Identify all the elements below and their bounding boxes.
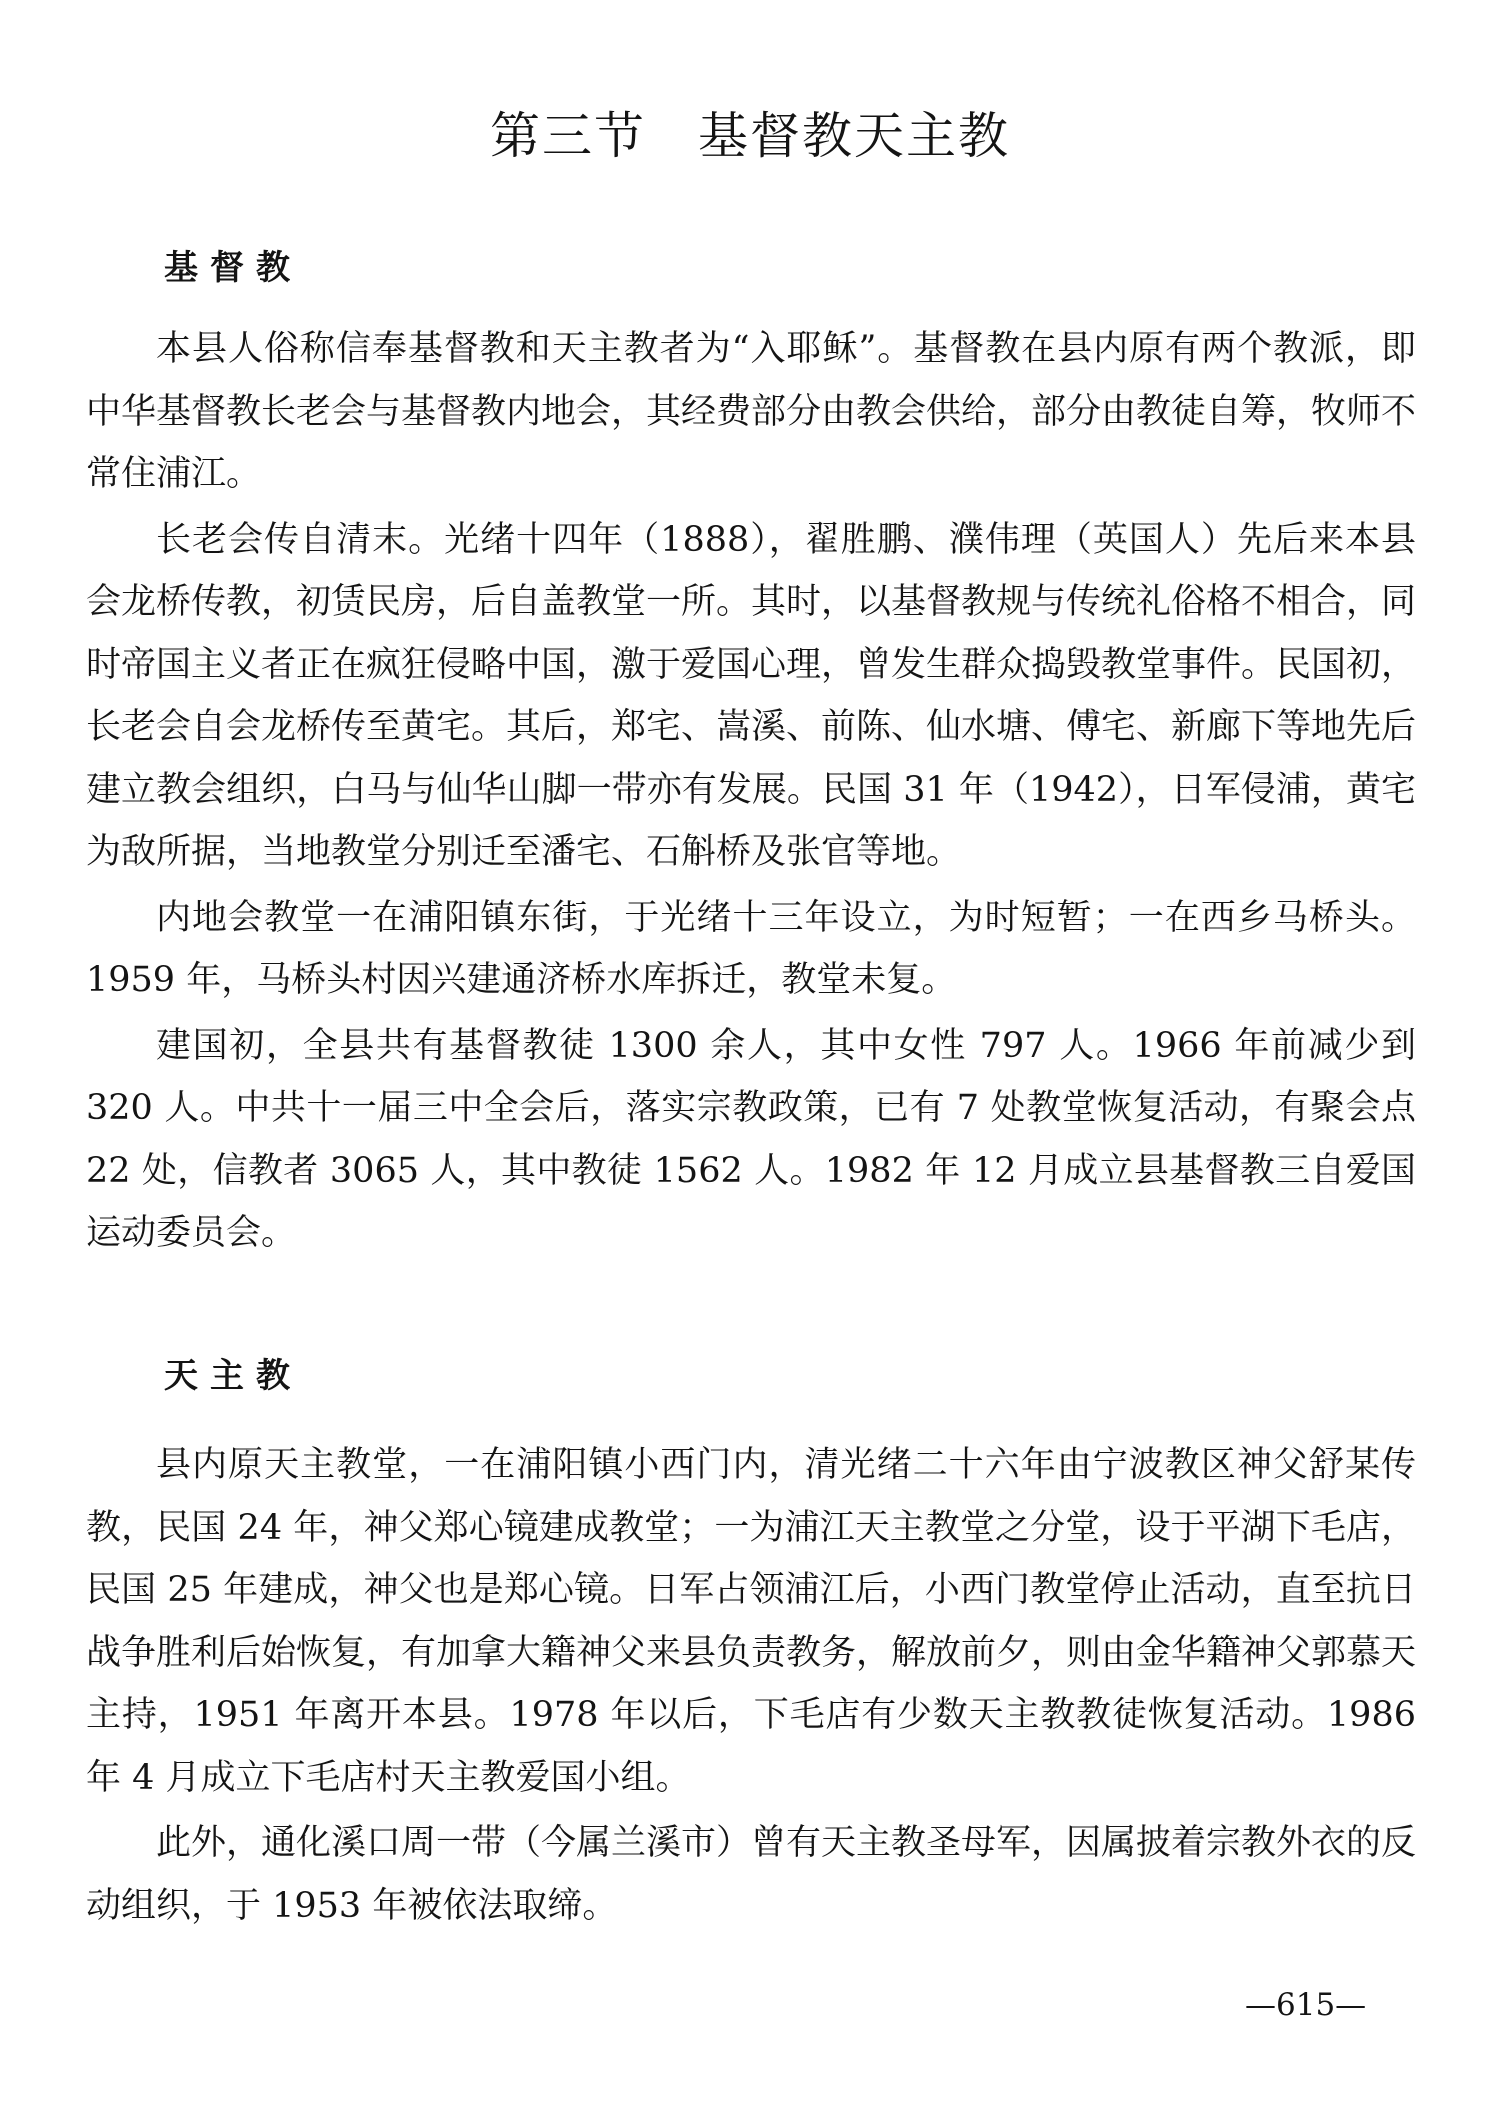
paragraph: 建国初，全县共有基督教徒 1300 余人，其中女性 797 人。1966 年前减少到 320 人。中共十一届三中全会后，落实宗教政策，已有 7 处教堂恢复活动，有聚会点 22 处，信教者 3065 人，其中教徒 1562 人。1982 年 12 月成立县基督教三自爱国运动委员会。 [86, 1025, 1416, 1253]
paragraph: 本县人俗称信奉基督教和天主教者为“入耶稣”。基督教在县内原有两个教派，即中华基督教长老会与基督教内地会，其经费部分由教会供给，部分由教徒自筹，牧师不常住浦江。 [86, 329, 1417, 494]
paragraph: 县内原天主教堂，一在浦阳镇小西门内，清光绪二十六年由宁波教区神父舒某传教，民国 24 年，神父郑心镜建成教堂；一为浦江天主教堂之分堂，设于平湖下毛店，民国 25 年建成，神父也是郑心镜。日军占领浦江后，小西门教堂停止活动，直至抗日战争胜利后始恢复，有加拿大籍神父来县负责教务，解放前夕，则由金华籍神父郭慕天主持，1951 年离开本县。1978 年以后，下毛店有少数天主教教徒恢复活动。1986 年 4 月成立下毛店村天主教爱国小组。 [86, 1445, 1417, 1798]
page-number: —615— [1245, 1987, 1367, 2023]
section-protestant-body [86, 318, 1416, 1268]
paragraph: 长老会传自清末。光绪十四年（1888），翟胜鹏、濮伟理（英国人）先后来本县会龙桥传教，初赁民房，后自盖教堂一所。其时，以基督教规与传统礼俗格不相合，同时帝国主义者正在疯狂侵略中国，激于爱国心理，曾发生群众捣毁教堂事件。民国初，长老会自会龙桥传至黄宅。其后，郑宅、嵩溪、前陈、仙水塘、傅宅、新廊下等地先后建立教会组织，白马与仙华山脚一带亦有发展。民国 31 年（1942），日军侵浦，黄宅为敌所据，当地教堂分别迁至潘宅、石斛桥及张官等地。 [86, 519, 1417, 872]
page-title: 第三节 基督教天主教 [490, 107, 1010, 165]
section-heading-catholic: 天主教 [164, 1356, 302, 1396]
paragraph: 内地会教堂一在浦阳镇东街，于光绪十三年设立，为时短暂；一在西乡马桥头。1959 年，马桥头村因兴建通济桥水库拆迁，教堂未复。 [86, 897, 1416, 1000]
section-heading-protestant: 基督教 [164, 248, 302, 288]
section-catholic-body [86, 1434, 1416, 1940]
paragraph: 此外，通化溪口周一带（今属兰溪市）曾有天主教圣母军，因属披着宗教外衣的反动组织，于 1953 年被依法取缔。 [86, 1823, 1417, 1926]
